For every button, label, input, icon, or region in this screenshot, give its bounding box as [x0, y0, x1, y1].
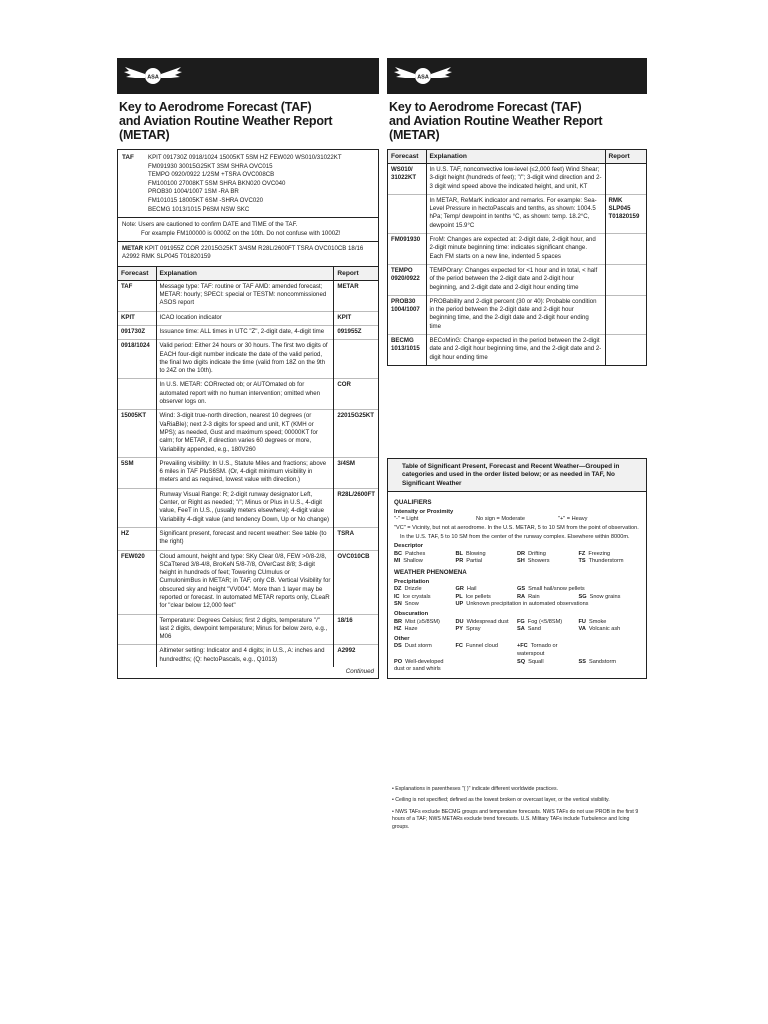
table-row [388, 335, 646, 365]
report-code: TSRA [334, 527, 378, 550]
explanation-text: Valid period: Either 24 hours or 30 hours. The first two digits of EACH four-digit number indicate the date of the valid period, the final two digits indicate the time (valid from 18Z on the 9th to 24Z on the 10th). [156, 340, 334, 379]
table-row [388, 164, 646, 195]
weather-desc: Thunderstorm [588, 558, 624, 565]
report-code [605, 164, 646, 195]
descriptor-item [579, 551, 641, 559]
weather-code: FZ [578, 550, 586, 557]
taf-line: FM101015 18005KT 6SM -SHRA OVC020 [148, 196, 264, 204]
left-page [117, 58, 379, 679]
weather-code: PL [455, 593, 463, 600]
weather-desc: Ice pellets [465, 593, 491, 600]
header-explanation: Explanation [426, 150, 605, 164]
weather-code: IC [394, 593, 400, 600]
report-code [605, 234, 646, 265]
obscuration-item [517, 626, 579, 634]
weather-code: SH [517, 558, 525, 565]
report-code [334, 340, 378, 379]
table-row [118, 527, 378, 550]
weather-code: SN [394, 601, 402, 608]
asa-logo-icon [123, 61, 183, 91]
sig-table-body [388, 492, 646, 677]
report-code: METAR [334, 280, 378, 311]
descriptor-item [394, 558, 456, 566]
weather-desc: Sandstorm [588, 658, 617, 665]
other-item [579, 659, 641, 674]
weather-code: HZ [394, 626, 402, 633]
table-row [118, 457, 378, 488]
intensity-grid [394, 516, 640, 524]
forecast-code: 0918/1024 [118, 340, 156, 379]
explanation-text: Temperature: Degrees Celsius; first 2 digits, temperature "/" last 2 digits, dewpoint temperature; Minus for below zero, e.g., M06 [156, 614, 334, 645]
descriptor-title: Descriptor [394, 543, 423, 550]
left-banner [117, 58, 379, 94]
other-item [394, 659, 456, 674]
intensity-title: Intensity or Proximity [394, 508, 454, 515]
weather-desc: Rain [528, 593, 540, 600]
weather-desc: Partial [466, 558, 483, 565]
report-code [605, 295, 646, 334]
weather-desc: Snow [404, 601, 419, 608]
note-line2: For example FM100000 is 0000Z on the 10th. Do not confuse with 1000Z! [141, 229, 341, 237]
weather-code: SA [517, 626, 525, 633]
footnote: • Ceiling is not specified; defined as the lowest broken or overcast layer, or the vertical visibility. [392, 797, 610, 804]
taf-line: PROB30 1004/1007 1SM -RA BR [148, 188, 239, 196]
note-line1: Note: Users are cautioned to confirm DATE and TIME of the TAF. [122, 221, 298, 229]
significant-weather-table [387, 458, 647, 679]
metar-label: METAR [122, 244, 144, 252]
table-row [388, 234, 646, 265]
precip-item [517, 594, 579, 602]
weather-code: GS [517, 586, 526, 593]
precip-item [456, 586, 518, 594]
weather-code: MI [394, 558, 401, 565]
asa-logo-icon [393, 61, 453, 91]
weather-desc: Small hail/snow pellets [528, 586, 585, 593]
descriptor-item [517, 551, 579, 559]
table-row [388, 194, 646, 233]
weather-desc: Patches [405, 550, 426, 557]
explanation-text: Runway Visual Range: R; 2-digit runway designator Left, Center, or Right as needed; "/"; Minus or Plus in U.S., 4-digit value, FeeT in U.S., (usually meters elsewhere); 4-digit value Variability 4-digit value (and tendency Down, Up or No change) [156, 488, 334, 527]
explanation-text: BECoMinG: Change expected in the period between the 2-digit date and 2-digit hour beginning time, and the 2-digit date and 2-digit hour ending time [426, 335, 605, 365]
explanation-text: FroM: Changes are expected at: 2-digit date, 2-digit hour, and 2-digit minute beginning time: indicates significant change. Each FM starts on a new line, indented 5 spaces [426, 234, 605, 265]
descriptor-item [579, 558, 641, 566]
weather-code: PR [455, 558, 464, 565]
weather-desc: Ice crystals [402, 593, 431, 600]
forecast-code: KPIT [118, 311, 156, 325]
other-item [456, 643, 518, 658]
weather-desc: Sand [527, 626, 541, 633]
forecast-code: 15005KT [118, 410, 156, 457]
weather-desc: Squall [528, 658, 544, 665]
weather-code: FG [517, 618, 525, 625]
left-table-box [117, 267, 379, 679]
weather-desc: Haze [404, 626, 418, 633]
explanation-text: In U.S. METAR: CORrected ob; or AUTOmated ob for automated report with no human intervention; omitted when observer logs on. [156, 379, 334, 410]
weather-desc: Drifting [528, 550, 546, 557]
taf-line: KPIT 091730Z 0918/1024 15005KT 5SM HZ FEW020 WS010/31022KT [148, 154, 342, 161]
right-page [387, 58, 647, 366]
left-title-line1: Key to Aerodrome Forecast (TAF) [119, 100, 312, 114]
footnotes [392, 786, 648, 835]
vc-line2: In the U.S. TAF, 5 to 10 SM from the center of the runway complex. Elsewhere within 8000m. [400, 533, 630, 540]
report-code: A2992 [334, 645, 378, 667]
table-row [118, 488, 378, 527]
taf-line: FM091930 30015G25KT 3SM SHRA OVC015 [148, 162, 273, 170]
table-row [118, 645, 378, 667]
other-item [579, 643, 641, 658]
other-item [517, 643, 579, 658]
weather-code: BL [455, 550, 463, 557]
taf-line: FM100100 27008KT 5SM SHRA BKN020 OVC040 [148, 179, 286, 187]
right-title [389, 100, 647, 142]
table-row [118, 410, 378, 457]
left-title-line2: and Aviation Routine Weather Report (METAR) [119, 114, 333, 142]
forecast-code: 5SM [118, 457, 156, 488]
weather-code: FU [578, 618, 586, 625]
other-title: Other [394, 635, 410, 642]
forecast-code: HZ [118, 527, 156, 550]
vc-line1: "VC" = Vicinity, but not at aerodrome. In the U.S. METAR, 5 to 10 SM from the point of observation. [394, 525, 639, 531]
weather-desc: Mist (≥5/8SM) [405, 618, 440, 625]
precip-row [394, 586, 640, 594]
weather-desc: Dust storm [404, 643, 432, 650]
explanation-text: TEMPOrary: Changes expected for <1 hour and in total, < half of the period between the 2-digit date and 2-digit hour beginning, and 2-digit date and 2-digit hour ending time [426, 264, 605, 295]
taf-example [118, 150, 378, 218]
weather-desc: Volcanic ash [588, 626, 621, 633]
report-code: KPIT [334, 311, 378, 325]
explanation-text: Significant present, forecast and recent weather: See table (to the right) [156, 527, 334, 550]
footnote: • NWS TAFs exclude BECMG groups and temperature forecasts. NWS TAFs do not use PROB in the first 9 hours of a TAF; NWS METARs exclude trend forecasts. U.S. Military TAFs include Turbulence and Icing groups. [392, 808, 639, 830]
explanation-text: Prevailing visibility: In U.S., Statute Miles and fractions; above 6 miles in TAF PluS6SM. (Or, 4-digit minimum visibility in meters and as required, lowest value with direction.) [156, 457, 334, 488]
descriptor-item [394, 551, 456, 559]
phenomena-heading: WEATHER PHENOMENA [394, 568, 467, 576]
left-content-box [117, 149, 379, 267]
weather-code: DR [517, 550, 526, 557]
table-row [388, 264, 646, 295]
forecast-code: FEW020 [118, 550, 156, 614]
taf-note [118, 218, 378, 242]
header-report: Report [334, 267, 378, 281]
weather-desc: Snow grains [589, 593, 621, 600]
obscuration-item [394, 626, 456, 634]
left-key-table [118, 267, 378, 667]
forecast-code: TEMPO 0920/0922 [388, 264, 426, 295]
left-title [119, 100, 379, 142]
other-item [394, 643, 456, 658]
weather-code: +FC [517, 643, 528, 650]
weather-code: DZ [394, 586, 402, 593]
report-code [605, 264, 646, 295]
weather-desc: Spray [465, 626, 481, 633]
header-report: Report [605, 150, 646, 164]
explanation-text: In U.S. TAF, nonconvective low-level (≤2,000 feet) Wind Shear; 3-digit height (hundreds of feet); "/"; 3-digit wind direction and 2-3 digit wind speed above the indicated height, and unit, KT [429, 166, 602, 190]
forecast-code: BECMG 1013/1015 [388, 335, 426, 365]
forecast-code [118, 379, 156, 410]
precip-item [517, 586, 640, 594]
right-banner [387, 58, 647, 94]
descriptor-item [517, 558, 579, 566]
weather-desc: Tornado or waterspout [517, 643, 558, 657]
explanation-text: Message type: TAF: routine or TAF AMD: amended forecast; METAR: hourly; SPECI: special or TESTM: noncommissioned ASOS report [159, 282, 327, 307]
weather-code: UP [455, 601, 464, 608]
precip-title: Precipitation [394, 578, 430, 585]
weather-code: PO [394, 658, 403, 665]
forecast-code: FM091930 [388, 234, 426, 265]
explanation-text: PROBability and 2-digit percent (30 or 40): Probable condition in the period between the 2-digit date and 2-digit hour beginning time, and the 2-digit date and 2-digit hour ending time [426, 295, 605, 334]
sig-table-header: Table of Significant Present, Forecast and Recent Weather—Grouped in categories and used in the order listed below; or as needed in TAF, No Significant Weather [388, 459, 646, 492]
metar-example [118, 242, 378, 266]
weather-code: PY [455, 626, 463, 633]
continued-label: Continued [345, 668, 374, 676]
obscuration-title: Obscuration [394, 610, 429, 617]
other-item [456, 659, 518, 674]
report-code: OVC010CB [334, 550, 378, 614]
precip-item [394, 594, 456, 602]
explanation-text: Wind: 3-digit true-north direction, nearest 10 degrees (or VaRiaBle); next 2-3 digits for speed and unit, KT (KMH or MPS); as needed, Gust and maximum speed; 00000KT for calm; for METAR, if direction varies 60 degrees or more, Variability appended, e.g., 180V260 [156, 410, 334, 457]
forecast-code [118, 488, 156, 527]
weather-code: BR [394, 618, 403, 625]
weather-desc: Smoke [588, 618, 607, 625]
intensity-item: No sign = Moderate [476, 516, 525, 523]
weather-desc: Funnel cloud [465, 643, 498, 650]
obscuration-item [517, 619, 579, 627]
other-grid [394, 643, 640, 673]
weather-desc: Shallow [403, 558, 423, 565]
right-key-table [388, 150, 646, 365]
weather-desc: Well-developed dust or sand whirls [394, 658, 444, 673]
right-title-line2: and Aviation Routine Weather Report (METAR) [389, 114, 603, 142]
weather-code: SG [578, 593, 587, 600]
descriptor-grid [394, 551, 640, 566]
explanation-text: In METAR, ReMarK indicator and remarks. For example: Sea-Level Pressure in hectoPascals and tenths, as shown: 1004.5 hPa; Temp/ dewpoint in tenths °C, as shown: temp. 18.2°C, dewpoint 15.9°C [426, 194, 605, 233]
taf-lines [148, 154, 374, 214]
precip-item [579, 594, 641, 602]
header-forecast: Forecast [118, 267, 156, 281]
weather-desc: Fog (<5/8SM) [527, 618, 563, 625]
table-row [388, 295, 646, 334]
explanation-text: Cloud amount, height and type: SKy Clear 0/8, FEW >0/8-2/8, SCaTtered 3/8-4/8, BroKeN 5/8-7/8, OVerCast 8/8; 3-digit height in hundreds of feet; Towering CUmulus or CumulonimBus in METAR; in TAF, only CB. Vertical Visibility for obscured sky and height "VV004". More than 1 layer may be reported or forecast. In automated METAR reports only, CLeaR for "clear below 12,000 feet" [156, 550, 334, 614]
forecast-code: PROB30 1004/1007 [388, 295, 426, 334]
weather-desc: Unknown precipitation in automated observations [466, 601, 589, 608]
report-code: 091955Z [334, 325, 378, 339]
taf-line: TEMPO 0920/0922 1/2SM +TSRA OVC008CB [148, 171, 275, 179]
table-row [118, 550, 378, 614]
weather-desc: Showers [527, 558, 550, 565]
header-forecast: Forecast [388, 150, 426, 164]
forecast-code: TAF [118, 280, 156, 311]
obscuration-item [579, 626, 641, 634]
report-code: COR [334, 379, 378, 410]
weather-code: VA [578, 626, 586, 633]
weather-desc: Freezing [588, 550, 611, 557]
report-code: 18/16 [334, 614, 378, 645]
weather-code: RA [517, 593, 526, 600]
obscuration-item [394, 619, 456, 627]
table-row [118, 379, 378, 410]
report-code: 3/4SM [334, 457, 378, 488]
forecast-code [118, 614, 156, 645]
header-explanation: Explanation [156, 267, 334, 281]
precip-item [456, 594, 518, 602]
weather-desc: Drizzle [404, 586, 422, 593]
report-code: R28L/2600FT [334, 488, 378, 527]
explanation-text: Issuance time: ALL times in UTC "Z", 2-digit date, 4-digit time [156, 325, 334, 339]
weather-code: FC [455, 643, 463, 650]
report-code [605, 335, 646, 365]
table-row [118, 325, 378, 339]
obscuration-grid [394, 619, 640, 634]
weather-desc: Widespread dust [466, 618, 509, 625]
weather-code: SS [578, 658, 586, 665]
obscuration-item [456, 619, 518, 627]
svg-text:ASA: ASA [417, 74, 429, 81]
weather-code: BC [394, 550, 403, 557]
precip-item [394, 586, 456, 594]
other-item [517, 659, 579, 674]
weather-desc: Hail [466, 586, 477, 593]
explanation-text: ICAO location indicator [156, 311, 334, 325]
precip-item [456, 601, 641, 609]
taf-label: TAF [122, 154, 134, 161]
table-row [118, 311, 378, 325]
descriptor-item [456, 551, 518, 559]
svg-text:ASA: ASA [147, 74, 159, 81]
intensity-item: "+" = Heavy [558, 516, 588, 523]
taf-line: BECMG 1013/1015 P6SM NSW SKC [148, 205, 250, 213]
metar-text: KPIT 091955Z COR 22015G25KT 3/4SM R28L/2600FT TSRA OVC010CB 18/16 A2992 RMK SLP045 T01820159 [122, 244, 364, 261]
obscuration-item [579, 619, 641, 627]
weather-code: SQ [517, 658, 526, 665]
forecast-code [118, 645, 156, 667]
right-table-box [387, 149, 647, 366]
weather-code: TS [578, 558, 586, 565]
explanation-text: Altimeter setting: Indicator and 4 digits; in U.S., A: inches and hundredths; (Q: hectoPascals, e.g., Q1013) [156, 645, 334, 667]
precip-grid [394, 586, 640, 609]
table-row [118, 340, 378, 379]
weather-code: DS [394, 643, 402, 650]
qualifiers-heading: QUALIFIERS [394, 499, 432, 507]
table-row [118, 614, 378, 645]
weather-code: DU [455, 618, 464, 625]
weather-code: GR [455, 586, 464, 593]
footnote: • Explanations in parentheses "( )" indicate different worldwide practices. [392, 786, 559, 792]
obscuration-item [456, 626, 518, 634]
table-row [118, 280, 378, 311]
intensity-item: "-" = Light [394, 516, 419, 523]
precip-row [394, 594, 640, 602]
precip-row [394, 601, 640, 609]
right-title-line1: Key to Aerodrome Forecast (TAF) [389, 100, 582, 114]
forecast-code [388, 194, 426, 233]
forecast-code: WS010/ 31022KT [388, 164, 426, 195]
precip-item [394, 601, 456, 609]
forecast-code: 091730Z [118, 325, 156, 339]
weather-desc: Blowing [465, 550, 486, 557]
report-code: RMK SLP045 T01820159 [605, 194, 646, 233]
report-code: 22015G25KT [334, 410, 378, 457]
descriptor-item [456, 558, 518, 566]
